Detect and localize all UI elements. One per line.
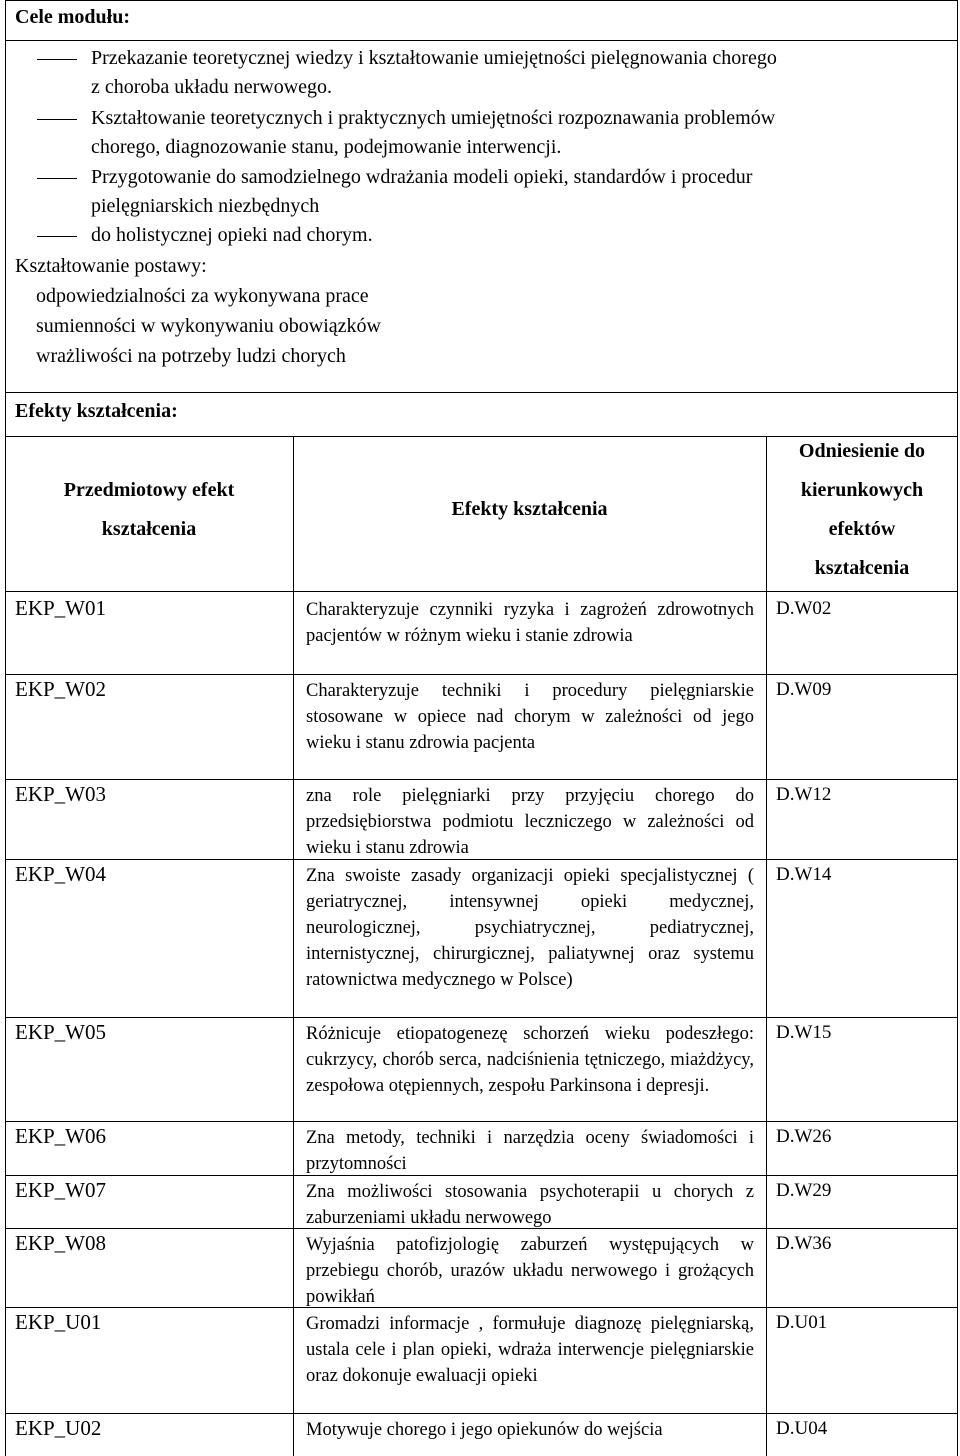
table-row-divider [5,1175,958,1176]
cele-list-item-continuation [91,192,319,221]
effect-code: EKP_U02 [15,1416,102,1440]
effect-reference: D.U01 [776,1312,828,1333]
header-przedmiotowy-efekt: Przedmiotowy efekt kształcenia [63,479,235,540]
effect-description: zna role pielęgniarki przy przyjęciu chorego do przedsiębiorstwa podmiotu leczniczego w zależności od wieku i stanu zdrowia [306,786,754,858]
dash-bullet-icon [37,178,77,179]
effect-reference: D.W12 [776,784,832,805]
divider [5,392,958,393]
header-odniesienie: Odniesienie do kierunkowych efektów kształcenia [798,440,926,579]
dash-bullet-icon [37,119,77,120]
effect-reference: D.W29 [776,1180,832,1201]
cele-list-item [37,221,373,250]
postawy-title: Kształtowanie postawy: [15,255,207,277]
cele-list-item-continuation [91,133,561,162]
cele-list-item [37,104,775,133]
table-row-divider [5,1017,958,1018]
dash-bullet-icon [37,236,77,237]
cele-line-text: z choroba układu nerwowego. [91,76,333,98]
cele-line-text: Przygotowanie do samodzielnego wdrażania modeli opieki, standardów i procedur [91,166,753,188]
effect-description: Charakteryzuje czynniki ryzyka i zagrożeń zdrowotnych pacjentów w różnym wieku i stanie zdrowia [306,600,754,646]
effect-code: EKP_W03 [15,782,106,806]
cele-line-text: Przekazanie teoretycznej wiedzy i kształtowanie umiejętności pielęgnowania chorego [91,47,777,69]
table-row-divider [5,1413,958,1414]
cele-line-text: chorego, diagnozowanie stanu, podejmowanie interwencji. [91,136,562,158]
effect-code: EKP_W08 [15,1231,106,1255]
efekty-heading: Efekty kształcenia: [15,400,178,422]
cele-line-text: do holistycznej opieki nad chorym. [91,224,373,246]
cele-heading: Cele modułu: [15,6,130,28]
cele-list-item-continuation [91,73,332,102]
effect-reference: D.W15 [776,1022,832,1043]
effect-code: EKP_W06 [15,1124,106,1148]
effect-description: Różnicuje etiopatogenezę schorzeń wieku podeszłego: cukrzycy, chorób serca, nadciśnienia tętniczego, miażdżycy, zespołowa otępiennych, zespołu Parkinsona i depresji. [306,1024,754,1096]
effect-code: EKP_U01 [15,1310,102,1334]
table-row-divider [5,1307,958,1308]
effect-description: Motywuje chorego i jego opiekunów do wejścia [306,1420,663,1440]
cele-line-text: pielęgniarskich niezbędnych [91,195,320,217]
effect-reference: D.W09 [776,679,832,700]
effect-code: EKP_W05 [15,1020,106,1044]
table-row-divider [5,674,958,675]
table-header-divider [5,591,958,592]
effect-code: EKP_W02 [15,677,106,701]
header-efekty-ksztalcenia: Efekty kształcenia [451,498,608,520]
cele-list-item [37,163,752,192]
dash-bullet-icon [37,59,77,60]
effect-code: EKP_W01 [15,596,106,620]
effect-code: EKP_W07 [15,1178,106,1202]
effect-reference: D.U04 [776,1418,828,1439]
postawy-item: sumienności w wykonywaniu obowiązków [36,315,381,337]
effect-reference: D.W26 [776,1126,832,1147]
effect-description: Wyjaśnia patofizjologię zaburzeń występujących w przebiegu chorób, urazów układu nerwowego i grożących powikłań [306,1235,754,1307]
effect-code: EKP_W04 [15,862,106,886]
effect-description: Zna swoiste zasady organizacji opieki specjalistycznej ( geriatrycznej, intensywnej opieki medycznej, neurologicznej, psychiatrycznej, pediatrycznej, internistycznej, chirurgicznej, paliatywnej oraz systemu ratownictwa medycznego w Polsce) [306,866,754,990]
column-separator [766,436,767,1456]
postawy-item: odpowiedzialności za wykonywana prace [36,285,369,307]
cele-list-item [37,44,777,73]
effect-description: Charakteryzuje techniki i procedury pielęgniarskie stosowane w opiece nad chorym w zależności od jego wieku i stanu zdrowia pacjenta [306,681,754,753]
cele-line-text: Kształtowanie teoretycznych i praktycznych umiejętności rozpoznawania problemów [91,107,776,129]
top-border [5,0,958,1]
table-row-divider [5,779,958,780]
divider [5,40,958,41]
effect-description: Zna metody, techniki i narzędzia oceny świadomości i przytomności [306,1128,754,1174]
effect-reference: D.W14 [776,864,832,885]
effect-reference: D.W02 [776,598,832,619]
effect-description: Gromadzi informacje , formułuje diagnozę pielęgniarską, ustala cele i plan opieki, wdraża interwencje pielęgniarskie oraz dokonuje ewaluacji opieki [306,1314,754,1386]
column-separator [293,436,294,1456]
effect-description: Zna możliwości stosowania psychoterapii u chorych z zaburzeniami układu nerwowego [306,1182,754,1228]
table-row-divider [5,1121,958,1122]
table-row-divider [5,859,958,860]
effect-reference: D.W36 [776,1233,832,1254]
postawy-item: wrażliwości na potrzeby ludzi chorych [36,345,346,367]
table-row-divider [5,1228,958,1229]
